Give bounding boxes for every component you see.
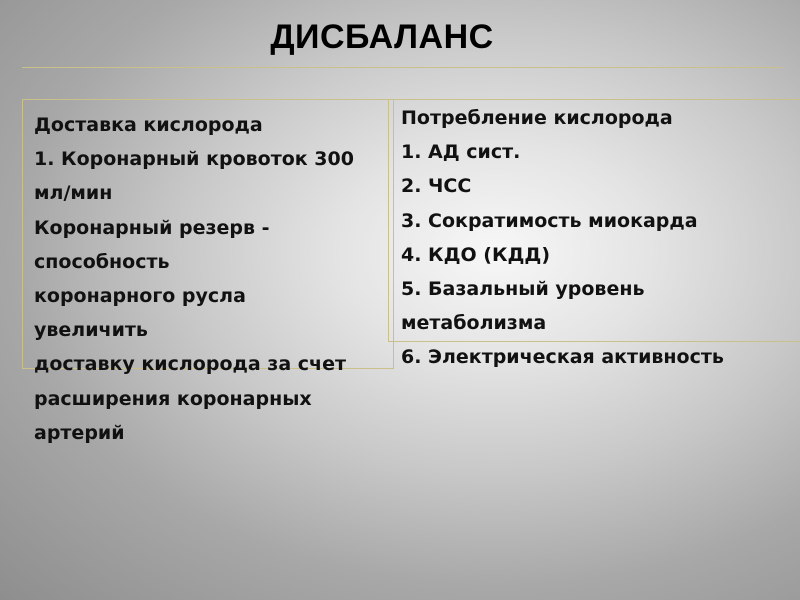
consumption-line: 1. АД сист. — [401, 141, 521, 164]
title-divider — [22, 67, 782, 68]
oxygen-consumption-column — [401, 101, 797, 375]
delivery-line: мл/мин — [34, 182, 113, 205]
consumption-line: метаболизма — [401, 312, 547, 335]
delivery-line: 1. Коронарный кровоток 300 — [34, 148, 354, 171]
consumption-line: 3. Сократимость миокарда — [401, 209, 698, 232]
delivery-line: коронарного русла — [34, 285, 246, 308]
column-heading-oxygen-consumption: Потребление кислорода — [401, 107, 673, 129]
column-heading-oxygen-delivery: Доставка кислорода — [34, 114, 263, 136]
delivery-line: доставку кислорода за счет — [34, 353, 346, 376]
consumption-line: 2. ЧСС — [401, 175, 472, 198]
consumption-line: 4. КДО (КДД) — [401, 243, 551, 266]
delivery-line: увеличить — [34, 319, 148, 342]
delivery-line: способность — [34, 250, 170, 273]
delivery-line: расширения коронарных — [34, 387, 312, 410]
consumption-line: 6. Электрическая активность — [401, 346, 724, 369]
delivery-line: артерий — [34, 421, 125, 444]
oxygen-delivery-column — [34, 108, 384, 450]
consumption-line: 5. Базальный уровень — [401, 278, 645, 301]
delivery-line: Коронарный резерв - — [34, 216, 270, 239]
slide-title: ДИСБАЛАНС — [270, 18, 494, 56]
